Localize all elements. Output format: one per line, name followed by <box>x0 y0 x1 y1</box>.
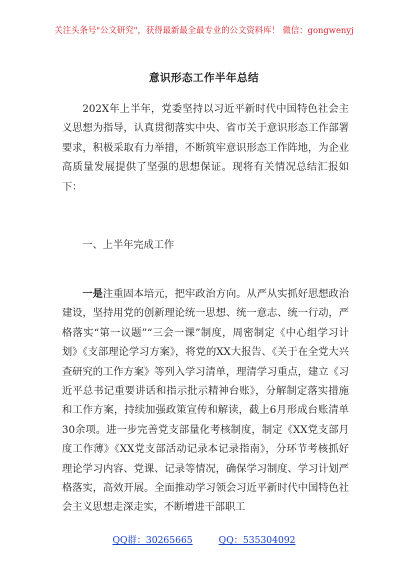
footer-contact <box>0 532 408 546</box>
header-promo-note: 关注头条号"公文研究"，获得最新最全最专业的公文资料库！ 微信：gongwenyj <box>54 25 354 35</box>
intro-paragraph: 202X年上半年，党委坚持以习近平新时代中国特色社会主义思想为指导，认真贯彻落实中央、省市关于意识形态工作部署要求，积极采取有力举措，不断筑牢意识形态工作阵地，为企业高质量发展提供了坚强的思想保证。现将有关情况总结汇报如下： <box>62 104 349 193</box>
section-heading-1: 一、上半年完成工作 <box>82 240 175 251</box>
body-paragraph-1 <box>62 285 349 518</box>
document-title: 意识形态工作半年总结 <box>149 72 259 84</box>
footer-qq-number[interactable]: QQ：535304092 <box>218 535 296 546</box>
footer-qq-group[interactable]: QQ群：30265665 <box>112 535 193 546</box>
paragraph-body: 注重固本培元，把牢政治方向。从严从实抓好思想政治建设，坚持用党的创新理论统一思想、统一意志、统一行动，严格落实“第一议题”“三会一课”制度，周密制定《中心组学习计划》《支部理论学习方案》，将党的XX大报告、《关于在全党大兴查研究的工作方案》等列入学习清单，理清学习重点，建立《习近平总书记重要讲话和指示批示精神台账》，分解制定落实措施和工作方案，持续加强政策宣传和解读，截上6月形成台账清单30余项。进一步完善党支部量化考核制度，制定《XX党支部月度工作薄》《XX党支部活动记录本记录指南》，分环节考核抓好理论学习内容、党课、记录等情况，确保学习制度、学习计划严格落实，高效开展。全面推动学习领会习近平新时代中国特色社会主义思想走深走实，不断增进干部职工 <box>62 289 349 514</box>
paragraph-lead: 一是 <box>82 289 103 300</box>
